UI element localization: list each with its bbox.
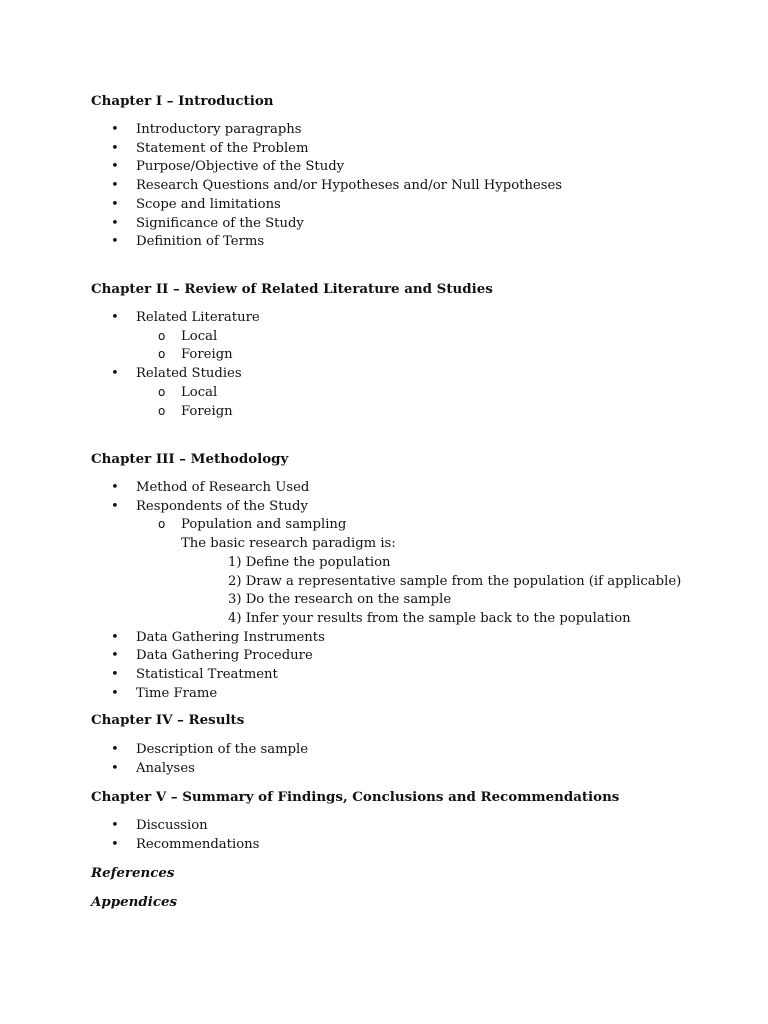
circle-bullet-icon: o [158, 384, 166, 399]
list-item: • Purpose/Objective of the Study [0, 158, 768, 177]
list-item: • Significance of the Study [0, 215, 768, 234]
list-item: • Introductory paragraphs [0, 121, 768, 140]
paradigm-step: 1) Define the population [228, 554, 391, 570]
bullet-icon: • [111, 480, 119, 495]
bullet-icon: • [111, 122, 119, 137]
appendices-heading: Appendices [91, 894, 178, 910]
chapter-3-heading: Chapter III – Methodology [91, 451, 289, 467]
references-heading: References [91, 865, 175, 881]
sub-list-item: o Local [158, 384, 218, 400]
paradigm-step: 2) Draw a representative sample from the population (if applicable) [228, 573, 682, 589]
chapter-4-heading: Chapter IV – Results [91, 712, 245, 728]
bullet-icon: • [111, 836, 119, 852]
list-item: • Analyses [0, 760, 768, 779]
chapter-3-list [0, 479, 768, 703]
bullet-icon: • [111, 685, 119, 701]
list-item: • Recommendations [0, 836, 768, 855]
chapter-2-heading: Chapter II – Review of Related Literature and Studies [91, 281, 493, 297]
bullet-icon: • [111, 498, 119, 514]
circle-bullet-icon: o [158, 403, 166, 418]
list-item: • Related Literature o Local o Foreign [0, 309, 768, 365]
sub-list [136, 516, 768, 535]
paradigm-step: 3) Do the research on the sample [228, 592, 452, 608]
list-item: • Statement of the Problem [0, 140, 768, 159]
chapter-5-list [0, 817, 768, 854]
bullet-icon: • [111, 629, 119, 645]
list-item: • Description of the sample [0, 741, 768, 760]
bullet-icon: • [111, 818, 119, 833]
sub-list [136, 328, 768, 365]
list-item: • Statistical Treatment [0, 666, 768, 685]
paradigm-intro: The basic research paradigm is: [181, 536, 396, 552]
sub-list-item: o Foreign [158, 347, 233, 363]
bullet-icon: • [111, 648, 119, 664]
list-item: • Respondents of the Study o Population and sampling The basic research paradigm is: 1) Define the population 2) Draw a representative sample from the population (if applicable) 3) Do the research on the sample 4) Infer your results from the sample back to the population [0, 498, 768, 629]
sub-list-item: o Foreign [158, 403, 233, 419]
list-item: • Method of Research Used [0, 479, 768, 498]
chapter-1-heading: Chapter I – Introduction [91, 93, 274, 109]
sub-list-item: o Local [158, 328, 218, 344]
chapter-4-list [0, 741, 768, 778]
bullet-icon: • [111, 366, 119, 382]
bullet-icon: • [111, 140, 119, 156]
chapter-5-heading: Chapter V – Summary of Findings, Conclusions and Recommendations [91, 789, 620, 805]
list-item: • Scope and limitations [0, 196, 768, 215]
bullet-icon: • [111, 159, 119, 175]
bullet-icon: • [111, 234, 119, 250]
list-item: • Discussion [0, 817, 768, 836]
list-item: • Definition of Terms [0, 233, 768, 252]
bullet-icon: • [111, 178, 119, 194]
bullet-icon: • [111, 196, 119, 212]
circle-bullet-icon: o [158, 347, 166, 362]
list-item: • Research Questions and/or Hypotheses and/or Null Hypotheses [0, 177, 768, 196]
paradigm-step: 4) Infer your results from the sample back to the population [228, 610, 631, 626]
bullet-icon: • [111, 760, 119, 776]
chapter-2-list [0, 309, 768, 421]
circle-bullet-icon: o [158, 328, 166, 343]
list-item: • Related Studies o Local o Foreign [0, 365, 768, 421]
list-item: • Data Gathering Instruments [0, 629, 768, 648]
chapter-1-list [0, 121, 768, 252]
bullet-icon: • [111, 742, 119, 757]
bullet-icon: • [111, 667, 119, 683]
bullet-icon: • [111, 215, 119, 231]
bullet-icon: • [111, 310, 119, 325]
sub-list [136, 384, 768, 421]
list-item: • Data Gathering Procedure [0, 647, 768, 666]
sub-list-item: o Population and sampling [158, 517, 347, 533]
circle-bullet-icon: o [158, 517, 166, 532]
list-item: • Time Frame [0, 685, 768, 704]
